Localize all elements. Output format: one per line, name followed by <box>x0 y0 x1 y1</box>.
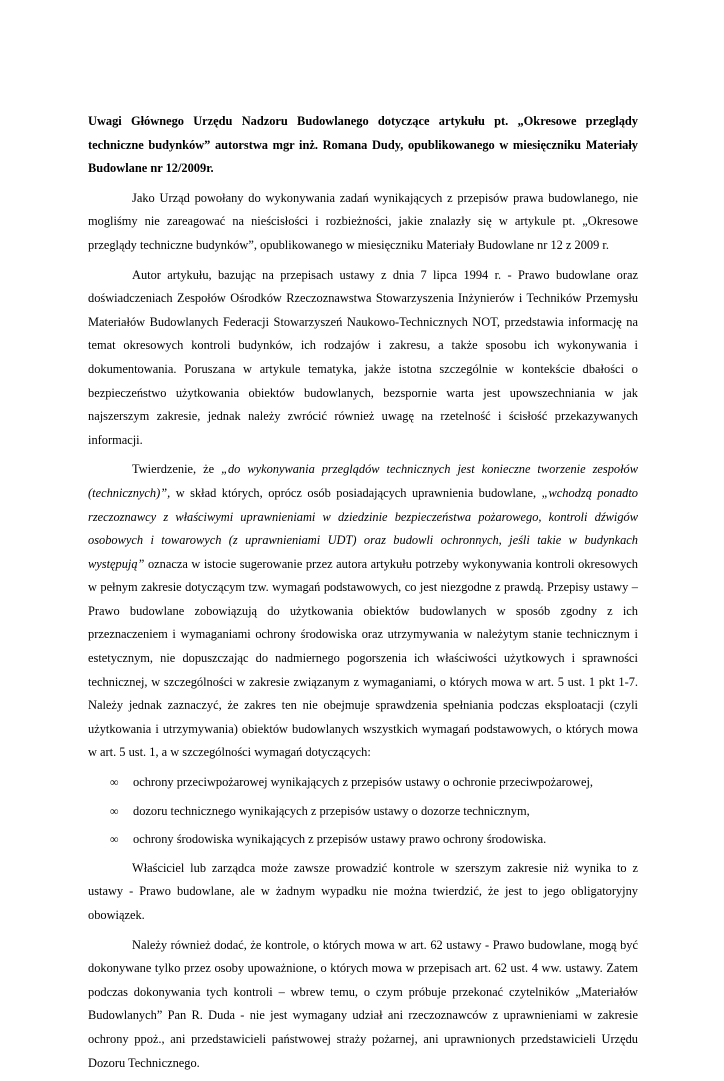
list-item-text: dozoru technicznego wynikających z przepisów ustawy o dozorze technicznym, <box>133 803 530 818</box>
paragraph-claim <box>88 458 638 765</box>
infinity-bullet-icon: ∞ <box>110 803 119 818</box>
claim-text-3: oznacza w istocie sugerowanie przez autora artykułu potrzeby wykonywania kontroli okresowych w pełnym zakresie dotyczącym tzw. wymagań podstawowych, co jest niezgodne z prawdą. Przepisy ustawy – Prawo budowlane zobowiązują do użytkowania obiektów budowlanych w sposób zgodny z ich przeznaczeniem i wymaganiami ochrony środowiska oraz utrzymywania w należytym stanie technicznym i estetycznym, nie dopuszczając do nadmiernego pogorszenia ich właściwości użytkowych i sprawności technicznej, w szczególności w zakresie związanym z wymaganiami, o których mowa w art. 5 ust. 1 pkt 1-7. Należy jednak zaznaczyć, że zakres ten nie obejmuje sprawdzenia spełniania podczas eksploatacji (czyli użytkowania i utrzymywania) obiektów budowlanych wszystkich wymagań podstawowych, o których mowa w art. 5 ust. 1, a w szczególności wymagań dotyczących: <box>88 556 638 760</box>
list-item-text: ochrony przeciwpożarowej wynikających z przepisów ustawy o ochronie przeciwpożarowej, <box>133 775 593 790</box>
claim-quote-1: „do wykonywania przeglądów technicznych jest konieczne tworzenie zespołów (technicznych)”, <box>88 462 639 500</box>
document-title: Uwagi Głównego Urzędu Nadzoru Budowlanego dotyczące artykułu pt. „Okresowe przeglądy techniczne budynków” autorstwa mgr inż. Romana Dudy, opublikowanego w miesięczniku Materiały Budowlane nr 12/2009r. <box>88 114 638 176</box>
requirements-list <box>88 771 638 852</box>
paragraph-authorized-persons: Należy również dodać, że kontrole, o których mowa w art. 62 ustawy - Prawo budowlane, mogą być dokonywane tylko przez osoby upoważnione, o których mowa w przepisach art. 62 ust. 4 ww. ustawy. Zatem podczas dokonywania tych kontroli – wbrew temu, o czym próbuje przekonać czytelników „Materiałów Budowlanych” Pan R. Duda - nie jest wymagany udział ani rzeczoznawców z uprawnieniami w zakresie ochrony ppoż., ani przedstawicieli państwowej straży pożarnej, ani uprawnionych przedstawicieli Urzędu Dozoru Technicznego. <box>88 937 638 1070</box>
infinity-bullet-icon: ∞ <box>110 832 119 847</box>
claim-quote-2: „wchodzą ponadto rzeczoznawcy z właściwymi uprawnieniami w dziedzinie bezpieczeństwa pożarowego, kontroli dźwigów osobowych i towarowych (z uprawnieniami UDT) oraz budowli ochronnych, jeśli takie w budynkach występują” <box>88 485 638 571</box>
document-page <box>88 110 638 1081</box>
paragraph-owner-scope: Właściciel lub zarządca może zawsze prowadzić kontrole w szerszym zakresie niż wynika to z ustawy - Prawo budowlane, ale w żadnym wypadku nie można twierdzić, że jest to jego obligatoryjny obowiązek. <box>88 860 638 922</box>
claim-text-1: Twierdzenie, że <box>132 462 222 477</box>
paragraph-author-summary: Autor artykułu, bazując na przepisach ustawy z dnia 7 lipca 1994 r. - Prawo budowlane oraz doświadczeniach Zespołów Ośrodków Rzeczoznawstwa Stowarzyszenia Inżynierów i Techników Przemysłu Materiałów Budowlanych Federacji Stowarzyszeń Naukowo-Technicznych NOT, przedstawia informację na temat okresowych kontroli budynków, ich rodzajów i zakresu, a także sposobu ich wykonywania i dokumentowania. Poruszana w artykule tematyka, jakże istotna szczególnie w kontekście dbałości o bezpieczeństwo użytkowania obiektów budowlanych, bezspornie warta jest upowszechniania w jak najszerszym zakresie, jednak należy zwrócić również uwagę na rzetelność i ścisłość przekazywanych informacji. <box>88 267 638 447</box>
list-item <box>88 828 638 852</box>
list-item <box>88 771 638 795</box>
list-item <box>88 800 638 824</box>
paragraph-intro: Jako Urząd powołany do wykonywania zadań wynikających z przepisów prawa budowlanego, nie mogliśmy nie zareagować na nieścisłości i rozbieżności, jakie znalazły się w artykule pt. „Okresowe przeglądy techniczne budynków”, opublikowanego w miesięczniku Materiały Budowlane nr 12 z 2009 r. <box>88 190 638 252</box>
infinity-bullet-icon: ∞ <box>110 775 119 790</box>
list-item-text: ochrony środowiska wynikających z przepisów ustawy prawo ochrony środowiska. <box>133 832 547 847</box>
claim-text-2: w skład których, oprócz osób posiadających uprawnienia budowlane, <box>170 485 542 500</box>
